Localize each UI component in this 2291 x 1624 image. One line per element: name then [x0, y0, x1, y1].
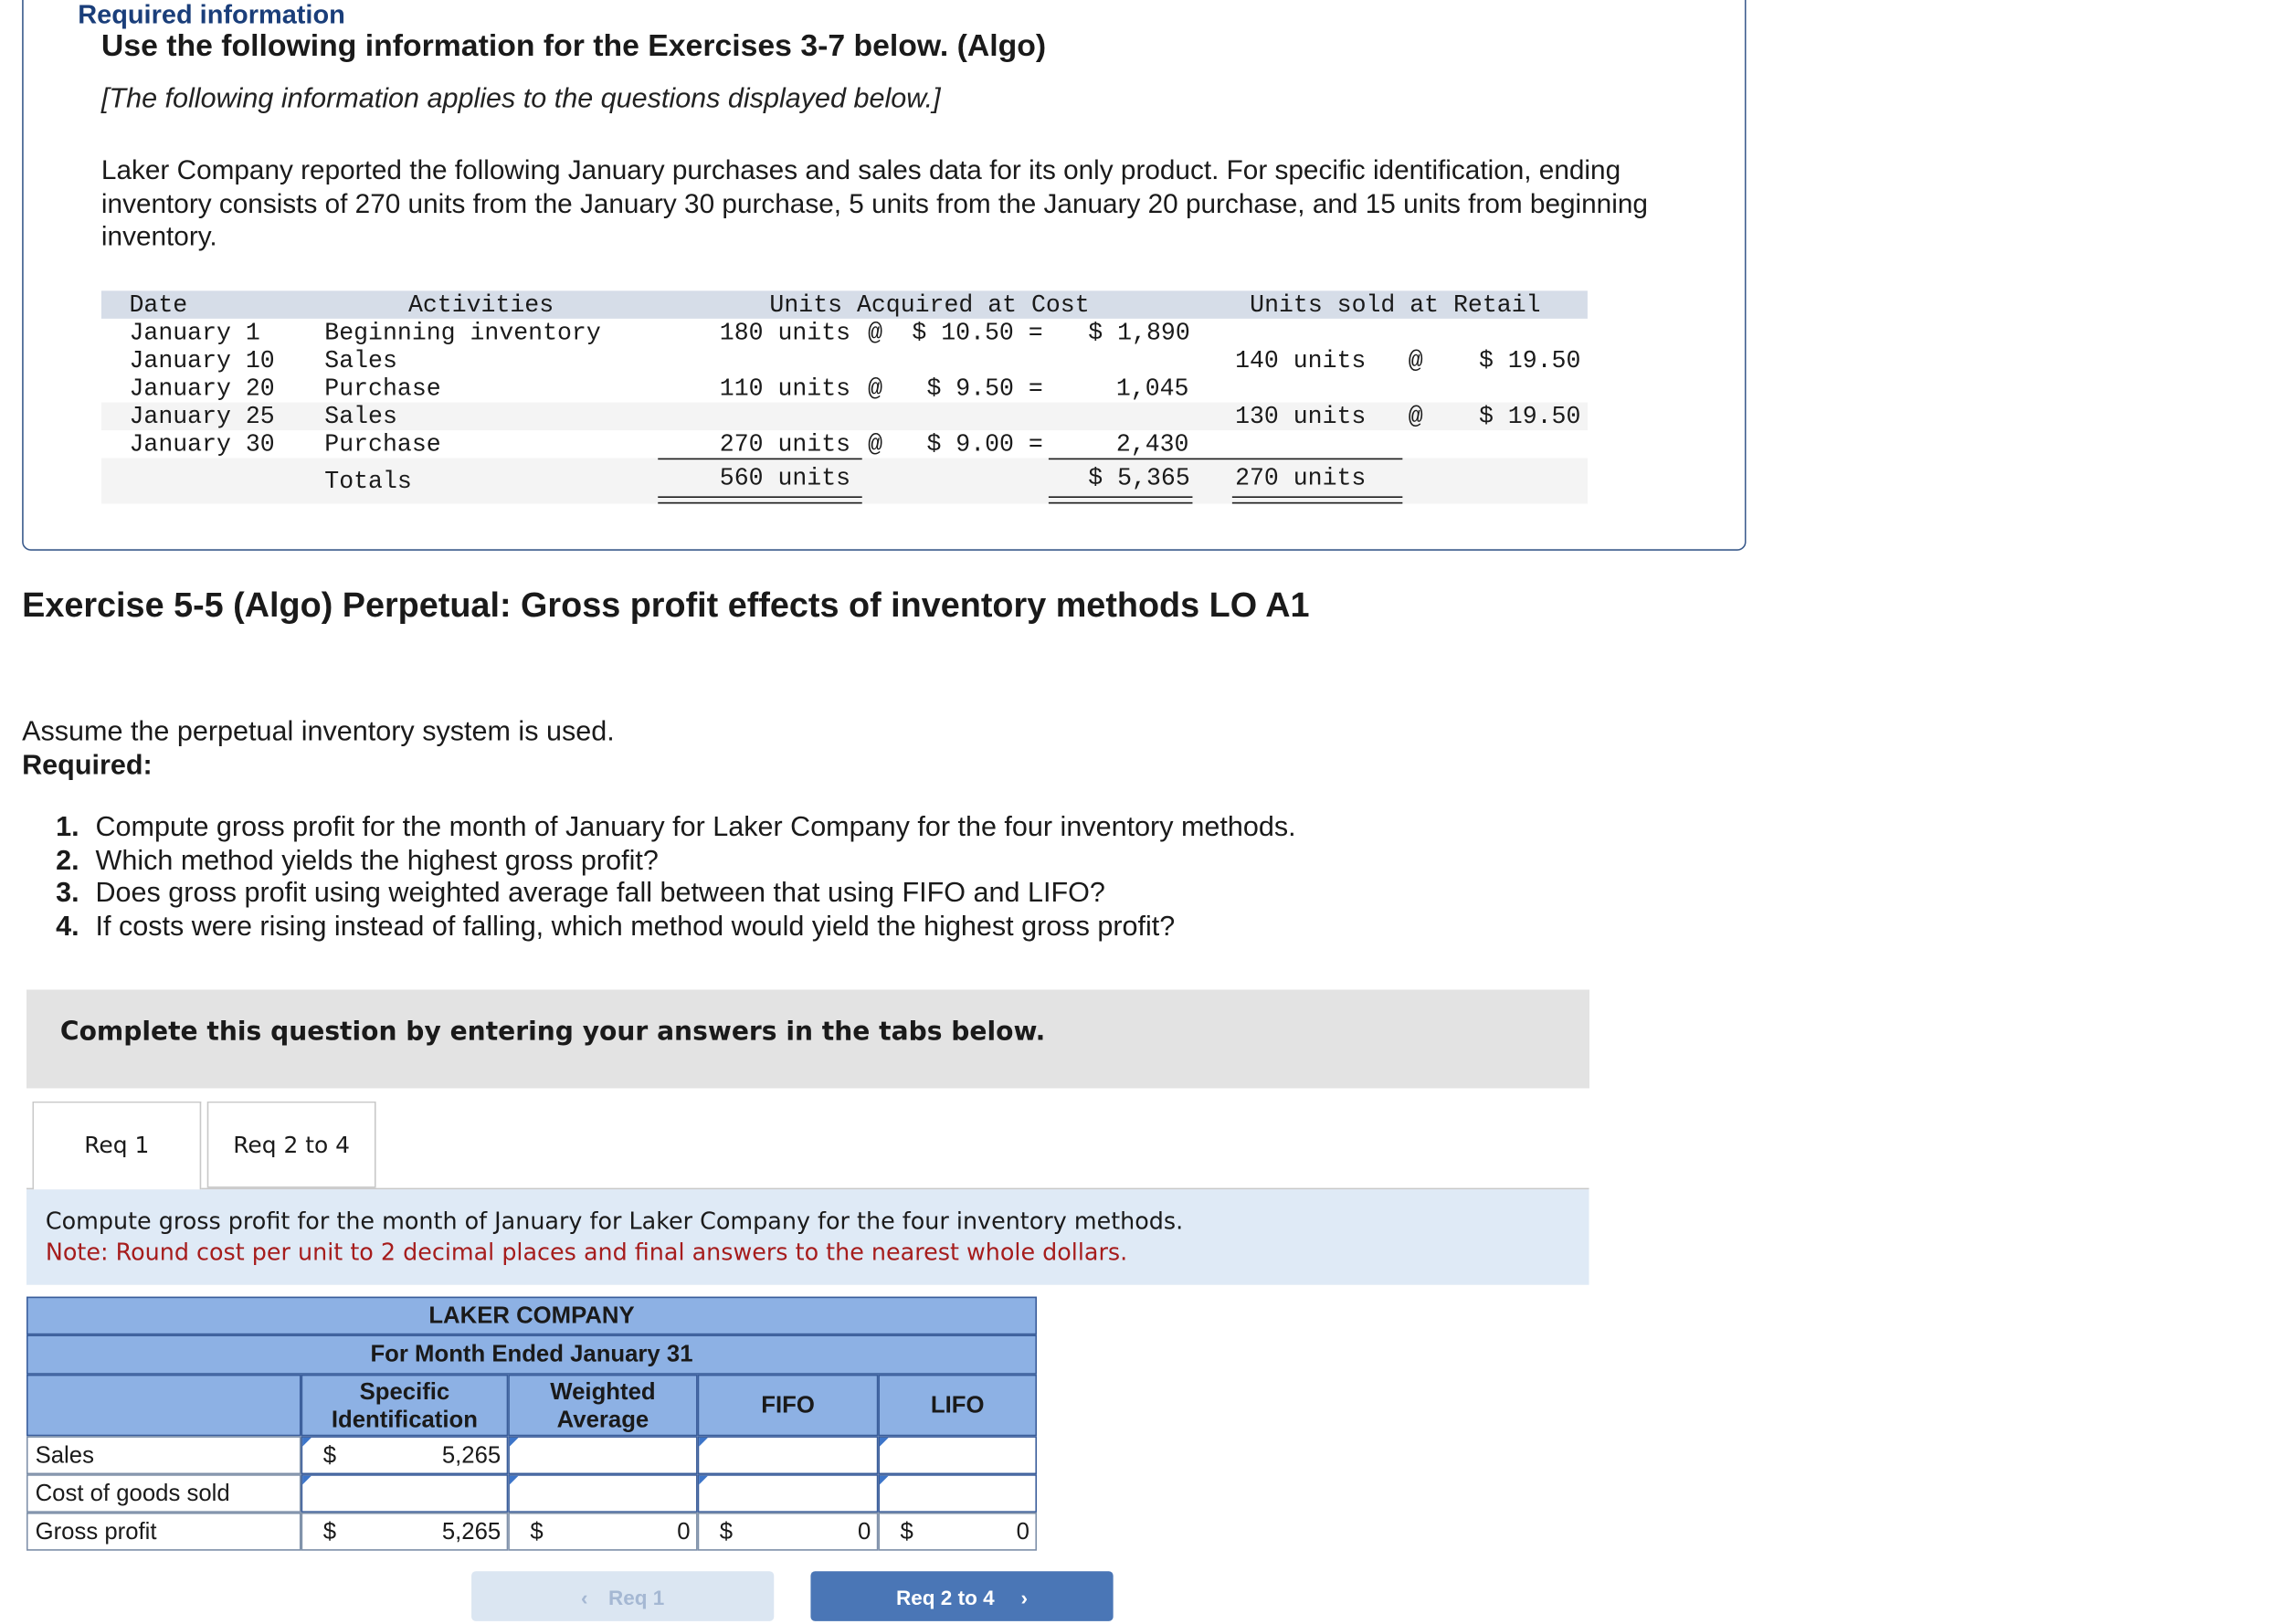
gross-profit-weighted-average: $ 0 [508, 1513, 697, 1551]
company-name: LAKER COMPANY [428, 1303, 635, 1329]
row-at: @ [868, 374, 883, 403]
input-marker-icon [699, 1438, 708, 1447]
column-header-weighted-average: Weighted Average [508, 1375, 697, 1437]
sales-lifo-input[interactable] [878, 1436, 1037, 1474]
header-date: Date [129, 290, 188, 319]
assumption-text: Assume the perpetual inventory system is used. [22, 716, 615, 748]
row-sold-units: 130 units [1235, 402, 1367, 431]
complete-question-banner [26, 990, 1589, 1089]
row-unit-cost: $ 10.50 = [912, 318, 1043, 347]
subtotal-rule [1049, 459, 1402, 460]
exercise-title: Exercise 5-5 (Algo) Perpetual: Gross profit effects of inventory methods LO A1 [22, 585, 1310, 625]
sales-weighted-average-input[interactable] [508, 1436, 697, 1474]
required-label: Required: [22, 750, 153, 782]
cogs-fifo-input[interactable] [698, 1474, 879, 1513]
gross-profit-fifo: $ 0 [698, 1513, 879, 1551]
gross-profit-specific-identification: $ 5,265 [301, 1513, 509, 1551]
input-marker-icon [510, 1476, 519, 1485]
column-header-specific-identification: Specific Identification [301, 1375, 509, 1437]
row-date: January 10 [129, 346, 275, 374]
row-date: January 20 [129, 374, 275, 403]
row-at: @ [1408, 402, 1423, 431]
totals-cost: $ 5,365 [1088, 464, 1190, 492]
column-header-lifo: LIFO [878, 1375, 1037, 1437]
question-item: 2. Which method yields the highest gross profit? [56, 845, 659, 877]
row-total-cost: $ 1,890 [1088, 318, 1190, 347]
header-activities: Activities [407, 290, 554, 319]
required-information-heading: Required information [78, 0, 345, 30]
row-unit-cost: $ 9.50 = [926, 374, 1043, 403]
question-item: 4. If costs were rising instead of falling, which method would yield the highest gross profit? [56, 912, 1176, 944]
row-label-gross-profit: Gross profit [26, 1513, 301, 1551]
row-label-cost-of-goods-sold: Cost of goods sold [26, 1474, 301, 1513]
row-total-cost: 1,045 [1115, 374, 1189, 403]
column-header-blank [26, 1375, 301, 1437]
row-at: @ [1408, 346, 1423, 374]
gross-profit-lifo: $ 0 [878, 1513, 1037, 1551]
required-questions-list [56, 812, 1296, 945]
sales-specific-identification-input[interactable]: $ 5,265 [301, 1436, 509, 1474]
header-units-acquired: Units Acquired at Cost [769, 290, 1090, 319]
question-item: 3. Does gross profit using weighted average fall between that using FIFO and LIFO? [56, 879, 1105, 910]
row-activity: Purchase [324, 430, 441, 459]
information-paragraph: Laker Company reported the following January purchases and sales data for its only product. For specific identification, ending inventory consists of 270 units from the January 30 purchase, 5 units from the January 20 purchase, and 15 units from beginning inventory. [100, 153, 1648, 251]
row-at: @ [868, 318, 883, 347]
row-date: January 1 [129, 318, 260, 347]
column-header-fifo: FIFO [698, 1375, 879, 1437]
input-marker-icon [880, 1438, 889, 1447]
total-double-rule [1232, 496, 1402, 503]
row-units: 180 units [719, 318, 851, 347]
tab-req-1[interactable]: Req 1 [32, 1102, 201, 1189]
total-double-rule [658, 496, 861, 503]
cogs-lifo-input[interactable] [878, 1474, 1037, 1513]
row-sold-units: 140 units [1235, 346, 1367, 374]
total-double-rule [1049, 496, 1193, 503]
tab-req-2-to-4[interactable]: Req 2 to 4 [207, 1102, 376, 1188]
chevron-right-icon: › [1020, 1586, 1029, 1610]
input-marker-icon [880, 1476, 889, 1485]
row-activity: Sales [324, 346, 397, 374]
information-title: Use the following information for the Exercises 3-7 below. (Algo) [100, 29, 1047, 64]
row-units: 110 units [719, 374, 851, 403]
input-marker-icon [302, 1476, 311, 1485]
previous-req-button[interactable]: ‹ Req 1 [471, 1571, 774, 1621]
subtotal-rule [658, 459, 861, 460]
totals-units: 560 units [719, 464, 851, 492]
chevron-left-icon: ‹ [580, 1586, 588, 1610]
row-unit-cost: $ 9.00 = [926, 430, 1043, 459]
totals-label: Totals [324, 467, 412, 495]
input-marker-icon [510, 1438, 519, 1447]
row-retail-price: $ 19.50 [1478, 346, 1581, 374]
row-activity: Purchase [324, 374, 441, 403]
period-label: For Month Ended January 31 [370, 1342, 693, 1367]
row-retail-price: $ 19.50 [1478, 402, 1581, 431]
cogs-weighted-average-input[interactable] [508, 1474, 697, 1513]
input-marker-icon [302, 1438, 311, 1447]
rounding-note: Note: Round cost per unit to 2 decimal places and final answers to the nearest whole dollars. [45, 1238, 1128, 1266]
sales-fifo-input[interactable] [698, 1436, 879, 1474]
instructions-text: Compute gross profit for the month of January for Laker Company for the four inventory methods. [45, 1207, 1184, 1236]
totals-sold: 270 units [1235, 464, 1367, 492]
row-activity: Beginning inventory [324, 318, 601, 347]
instructions-panel [26, 1189, 1589, 1285]
information-subtitle: [The following information applies to the questions displayed below.] [100, 83, 941, 115]
row-date: January 30 [129, 430, 275, 459]
complete-question-text: Complete this question by entering your answers in the tabs below. [59, 1018, 1046, 1048]
row-label-sales: Sales [26, 1436, 301, 1474]
header-units-sold: Units sold at Retail [1250, 290, 1541, 319]
purchases-sales-table [101, 290, 1588, 503]
row-units: 270 units [719, 430, 851, 459]
row-date: January 25 [129, 402, 275, 431]
row-at: @ [868, 430, 883, 459]
question-item: 1. Compute gross profit for the month of January for Laker Company for the four inventory methods. [56, 812, 1296, 843]
row-activity: Sales [324, 402, 397, 431]
input-marker-icon [699, 1476, 708, 1485]
cogs-specific-identification-input[interactable] [301, 1474, 509, 1513]
next-req-button[interactable]: Req 2 to 4 › [810, 1571, 1113, 1621]
row-total-cost: 2,430 [1115, 430, 1189, 459]
